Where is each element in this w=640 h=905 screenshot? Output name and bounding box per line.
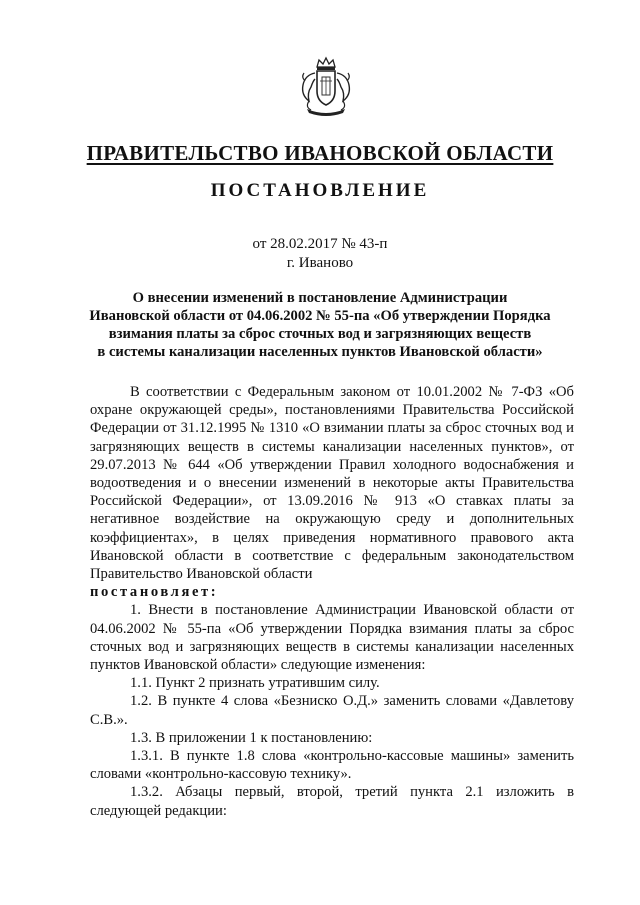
subject-line: Ивановской области от 04.06.2002 № 55-па «Об утверждении Порядка (89, 308, 551, 324)
subject-line: взимания платы за сброс сточных вод и загрязняющих веществ (108, 326, 532, 342)
item-paragraph: 1.3.1. В пункте 1.8 слова «контрольно-кассовые машины» заменить словами «контрольно-кассовую технику». (90, 748, 574, 783)
coat-of-arms-emblem-icon (295, 55, 357, 117)
organization-title: ПРАВИТЕЛЬСТВО ИВАНОВСКОЙ ОБЛАСТИ (86, 141, 554, 165)
city-line: г. Иваново (286, 255, 354, 271)
item-paragraph: 1. Внести в постановление Администрации Ивановской области от 04.06.2002 № 55-па «Об утверждении Порядка взимания платы за сброс сточных вод и загрязняющих веществ в системы канализации населенных пунктов Ивановской области» следующие изменения: (90, 602, 574, 674)
item-paragraph: 1.3. В приложении 1 к постановлению: (130, 729, 373, 746)
date-number-line: от 28.02.2017 № 43-п (252, 236, 388, 252)
resolves-word: постановляет: (90, 584, 219, 601)
document-body (90, 383, 574, 820)
subject-line: О внесении изменений в постановление Администрации (132, 290, 508, 306)
item-paragraph: 1.2. В пункте 4 слова «Безниско О.Д.» заменить словами «Давлетову С.В.». (90, 693, 574, 728)
document-subject (60, 289, 580, 361)
item-paragraph: 1.1. Пункт 2 признать утратившим силу. (130, 675, 380, 692)
preamble-paragraph: В соответствии с Федеральным законом от 10.01.2002 № 7-ФЗ «Об охране окружающей среды», постановлениями Правительства Российской Федерации от 31.12.1995 № 1310 «О взимании платы за сброс сточных вод и загрязняющих веществ в системы канализации населенных пунктов», от 29.07.2013 № 644 «Об утверждении Правил холодного водоснабжения и водоотведения и о внесении изменений в некоторые акты Правительства Российской Федерации», от 13.09.2016 № 913 «О ставках платы за негативное воздействие на окружающую среду и дополнительных коэффициентах», в целях приведения нормативного правового акта Ивановской области в соответствие с федеральным законодательством Правительство Ивановской области (90, 384, 574, 583)
subject-line: в системы канализации населенных пунктов Ивановской области» (97, 344, 543, 360)
item-paragraph: 1.3.2. Абзацы первый, второй, третий пункта 2.1 изложить в следующей редакции: (90, 784, 574, 819)
resolves-line (90, 583, 574, 601)
document-type-heading: ПОСТАНОВЛЕНИЕ (210, 180, 430, 201)
